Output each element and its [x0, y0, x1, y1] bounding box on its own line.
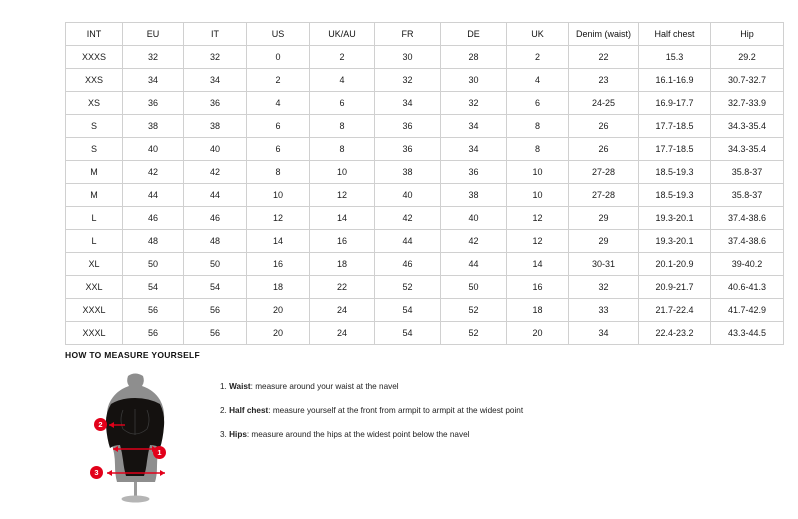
cell-it: 48 [184, 230, 247, 253]
cell-int: XL [66, 253, 123, 276]
cell-uk: 14 [507, 253, 569, 276]
cell-de: 32 [441, 92, 507, 115]
cell-denim-waist: 22 [569, 46, 639, 69]
cell-de: 30 [441, 69, 507, 92]
cell-it: 46 [184, 207, 247, 230]
cell-us: 6 [247, 138, 310, 161]
cell-eu: 36 [123, 92, 184, 115]
cell-us: 2 [247, 69, 310, 92]
column-header-int: INT [66, 23, 123, 46]
instruction-hips-term: Hips [229, 429, 247, 439]
cell-hip: 34.3-35.4 [711, 138, 784, 161]
cell-denim-waist: 27-28 [569, 184, 639, 207]
cell-eu: 44 [123, 184, 184, 207]
cell-it: 54 [184, 276, 247, 299]
cell-it: 40 [184, 138, 247, 161]
cell-us: 16 [247, 253, 310, 276]
cell-fr: 46 [375, 253, 441, 276]
cell-de: 44 [441, 253, 507, 276]
cell-int: S [66, 115, 123, 138]
cell-it: 56 [184, 322, 247, 345]
cell-de: 42 [441, 230, 507, 253]
cell-uk: 2 [507, 46, 569, 69]
cell-half-chest: 21.7-22.4 [639, 299, 711, 322]
cell-hip: 41.7-42.9 [711, 299, 784, 322]
instruction-waist-number: 1. [220, 382, 227, 391]
cell-int: XXXL [66, 322, 123, 345]
cell-half-chest: 15.3 [639, 46, 711, 69]
table-row [66, 69, 784, 92]
table-header-row [66, 23, 784, 46]
column-header-uk: UK [507, 23, 569, 46]
cell-uk: 8 [507, 115, 569, 138]
cell-denim-waist: 27-28 [569, 161, 639, 184]
cell-it: 38 [184, 115, 247, 138]
cell-de: 50 [441, 276, 507, 299]
cell-uk-au: 8 [310, 115, 375, 138]
cell-fr: 32 [375, 69, 441, 92]
cell-eu: 34 [123, 69, 184, 92]
table-row [66, 161, 784, 184]
mannequin-figure [65, 370, 210, 505]
cell-eu: 50 [123, 253, 184, 276]
cell-hip: 29.2 [711, 46, 784, 69]
table-row [66, 207, 784, 230]
cell-uk-au: 2 [310, 46, 375, 69]
cell-hip: 40.6-41.3 [711, 276, 784, 299]
column-header-half-chest: Half chest [639, 23, 711, 46]
cell-fr: 34 [375, 92, 441, 115]
cell-it: 42 [184, 161, 247, 184]
cell-int: L [66, 230, 123, 253]
cell-us: 6 [247, 115, 310, 138]
cell-hip: 39-40.2 [711, 253, 784, 276]
cell-de: 34 [441, 138, 507, 161]
table-row [66, 253, 784, 276]
size-conversion-table [65, 22, 784, 345]
instruction-hips-text: : measure around the hips at the widest point below the navel [246, 429, 470, 439]
cell-uk: 10 [507, 161, 569, 184]
cell-de: 28 [441, 46, 507, 69]
cell-fr: 42 [375, 207, 441, 230]
cell-eu: 38 [123, 115, 184, 138]
cell-eu: 56 [123, 322, 184, 345]
cell-half-chest: 18.5-19.3 [639, 161, 711, 184]
column-header-uk-au: UK/AU [310, 23, 375, 46]
marker-2-half-chest: 2 [94, 418, 107, 431]
cell-de: 52 [441, 322, 507, 345]
cell-fr: 52 [375, 276, 441, 299]
cell-it: 56 [184, 299, 247, 322]
cell-fr: 30 [375, 46, 441, 69]
cell-us: 12 [247, 207, 310, 230]
cell-half-chest: 18.5-19.3 [639, 184, 711, 207]
cell-uk-au: 18 [310, 253, 375, 276]
cell-uk: 6 [507, 92, 569, 115]
cell-denim-waist: 23 [569, 69, 639, 92]
instruction-waist-term: Waist [229, 382, 251, 391]
cell-eu: 46 [123, 207, 184, 230]
cell-it: 34 [184, 69, 247, 92]
cell-denim-waist: 29 [569, 207, 639, 230]
cell-denim-waist: 34 [569, 322, 639, 345]
cell-denim-waist: 29 [569, 230, 639, 253]
cell-half-chest: 19.3-20.1 [639, 230, 711, 253]
cell-eu: 48 [123, 230, 184, 253]
cell-de: 38 [441, 184, 507, 207]
cell-int: XXXL [66, 299, 123, 322]
column-header-fr: FR [375, 23, 441, 46]
cell-eu: 40 [123, 138, 184, 161]
cell-half-chest: 20.9-21.7 [639, 276, 711, 299]
cell-uk-au: 24 [310, 322, 375, 345]
instruction-half-chest-text: : measure yourself at the front from armpit to armpit at the widest point [268, 405, 524, 415]
cell-us: 14 [247, 230, 310, 253]
cell-hip: 43.3-44.5 [711, 322, 784, 345]
cell-hip: 30.7-32.7 [711, 69, 784, 92]
cell-it: 32 [184, 46, 247, 69]
cell-uk: 12 [507, 207, 569, 230]
cell-uk: 20 [507, 322, 569, 345]
table-row [66, 115, 784, 138]
measurement-instructions [220, 370, 765, 454]
table-row [66, 138, 784, 161]
cell-hip: 32.7-33.9 [711, 92, 784, 115]
how-to-measure-section [65, 350, 765, 505]
cell-int: XXS [66, 69, 123, 92]
cell-denim-waist: 33 [569, 299, 639, 322]
instruction-hips [220, 430, 765, 440]
cell-uk-au: 16 [310, 230, 375, 253]
instruction-half-chest-number: 2. [220, 405, 227, 415]
cell-int: XXL [66, 276, 123, 299]
table-row [66, 276, 784, 299]
cell-denim-waist: 26 [569, 138, 639, 161]
cell-half-chest: 17.7-18.5 [639, 115, 711, 138]
instruction-half-chest-term: Half chest [229, 405, 269, 415]
cell-fr: 54 [375, 299, 441, 322]
cell-uk-au: 4 [310, 69, 375, 92]
cell-uk-au: 10 [310, 161, 375, 184]
cell-int: XS [66, 92, 123, 115]
cell-uk-au: 24 [310, 299, 375, 322]
table-row [66, 230, 784, 253]
cell-de: 34 [441, 115, 507, 138]
instruction-waist [220, 382, 765, 392]
cell-us: 8 [247, 161, 310, 184]
cell-hip: 37.4-38.6 [711, 230, 784, 253]
cell-fr: 54 [375, 322, 441, 345]
cell-us: 0 [247, 46, 310, 69]
cell-us: 4 [247, 92, 310, 115]
cell-denim-waist: 32 [569, 276, 639, 299]
table-row [66, 299, 784, 322]
cell-denim-waist: 24-25 [569, 92, 639, 115]
cell-eu: 56 [123, 299, 184, 322]
cell-hip: 37.4-38.6 [711, 207, 784, 230]
marker-1-waist: 1 [153, 446, 166, 459]
cell-int: XXXS [66, 46, 123, 69]
cell-hip: 34.3-35.4 [711, 115, 784, 138]
cell-half-chest: 17.7-18.5 [639, 138, 711, 161]
column-header-de: DE [441, 23, 507, 46]
cell-int: M [66, 184, 123, 207]
column-header-it: IT [184, 23, 247, 46]
cell-half-chest: 20.1-20.9 [639, 253, 711, 276]
instruction-hips-number: 3. [220, 429, 227, 439]
cell-us: 18 [247, 276, 310, 299]
cell-uk: 12 [507, 230, 569, 253]
cell-uk-au: 14 [310, 207, 375, 230]
cell-us: 20 [247, 322, 310, 345]
cell-half-chest: 19.3-20.1 [639, 207, 711, 230]
column-header-denim-waist: Denim (waist) [569, 23, 639, 46]
mannequin-illustration [65, 370, 210, 505]
cell-uk: 18 [507, 299, 569, 322]
cell-int: L [66, 207, 123, 230]
cell-uk-au: 6 [310, 92, 375, 115]
cell-uk: 16 [507, 276, 569, 299]
cell-it: 44 [184, 184, 247, 207]
cell-denim-waist: 30-31 [569, 253, 639, 276]
column-header-hip: Hip [711, 23, 784, 46]
cell-de: 36 [441, 161, 507, 184]
cell-int: M [66, 161, 123, 184]
cell-eu: 42 [123, 161, 184, 184]
cell-hip: 35.8-37 [711, 161, 784, 184]
cell-uk-au: 22 [310, 276, 375, 299]
size-conversion-table-container [65, 22, 767, 345]
cell-uk: 4 [507, 69, 569, 92]
how-to-measure-body [65, 370, 765, 505]
how-to-measure-title: HOW TO MEASURE YOURSELF [65, 350, 201, 360]
cell-eu: 54 [123, 276, 184, 299]
instruction-half-chest [220, 406, 765, 416]
cell-half-chest: 22.4-23.2 [639, 322, 711, 345]
table-row [66, 322, 784, 345]
cell-uk-au: 12 [310, 184, 375, 207]
cell-de: 52 [441, 299, 507, 322]
cell-it: 50 [184, 253, 247, 276]
cell-us: 10 [247, 184, 310, 207]
cell-uk-au: 8 [310, 138, 375, 161]
cell-fr: 36 [375, 115, 441, 138]
cell-uk: 10 [507, 184, 569, 207]
cell-hip: 35.8-37 [711, 184, 784, 207]
column-header-eu: EU [123, 23, 184, 46]
cell-fr: 38 [375, 161, 441, 184]
table-row [66, 184, 784, 207]
cell-it: 36 [184, 92, 247, 115]
cell-de: 40 [441, 207, 507, 230]
cell-fr: 44 [375, 230, 441, 253]
cell-fr: 40 [375, 184, 441, 207]
cell-uk: 8 [507, 138, 569, 161]
instruction-waist-text: : measure around your waist at the navel [250, 382, 399, 391]
column-header-us: US [247, 23, 310, 46]
cell-int: S [66, 138, 123, 161]
table-row [66, 92, 784, 115]
marker-3-hips: 3 [90, 466, 103, 479]
table-row [66, 46, 784, 69]
cell-denim-waist: 26 [569, 115, 639, 138]
cell-half-chest: 16.1-16.9 [639, 69, 711, 92]
cell-half-chest: 16.9-17.7 [639, 92, 711, 115]
cell-us: 20 [247, 299, 310, 322]
cell-fr: 36 [375, 138, 441, 161]
cell-eu: 32 [123, 46, 184, 69]
